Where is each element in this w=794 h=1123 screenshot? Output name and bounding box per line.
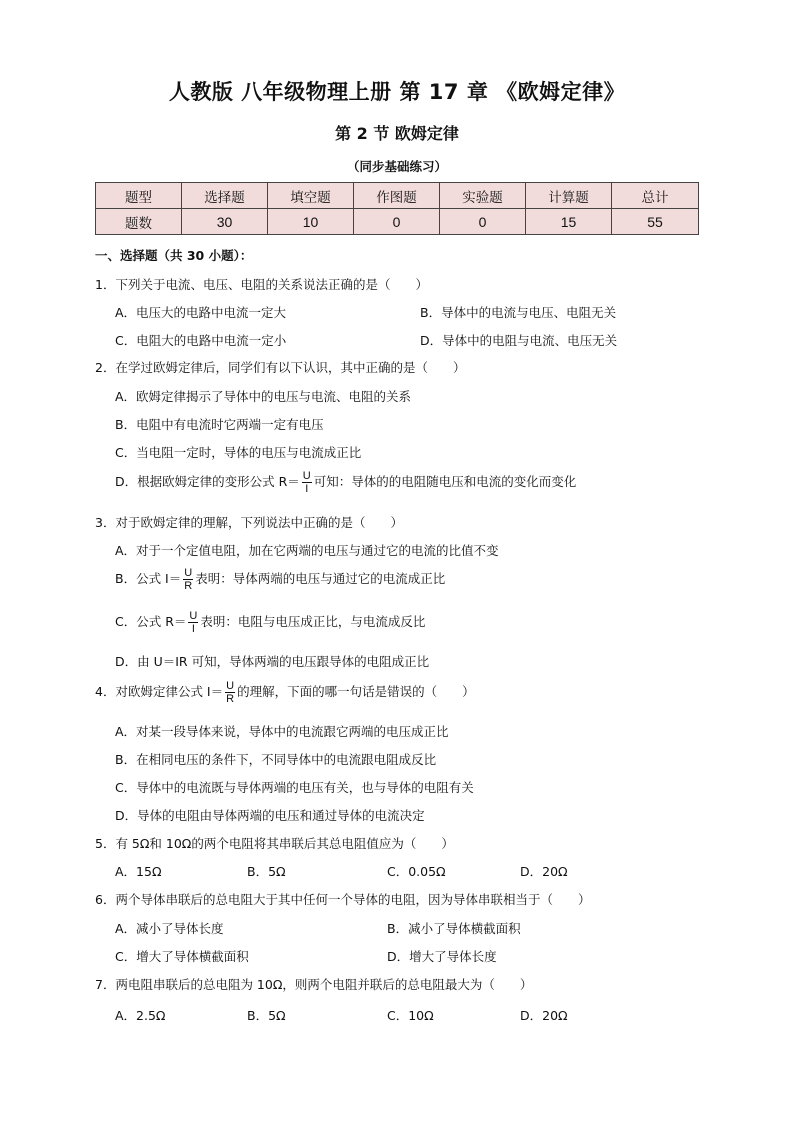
question-7-stem: 7．两电阻串联后的总电阻为 10Ω，则两个电阻并联后的总电阻最大为（ ） <box>95 977 533 992</box>
question-3-stem: 3．对于欧姆定律的理解，下列说法中正确的是（ ） <box>95 515 403 530</box>
fraction-numerator: U <box>302 470 311 482</box>
question-1-option-c: C．电阻大的电路中电流一定小 <box>115 333 287 348</box>
question-2-option-d-suffix: 可知：导体的的电阻随电压和电流的变化而变化 <box>313 474 577 489</box>
question-5-option-c: C．0.05Ω <box>387 864 446 879</box>
question-2-stem: 2．在学过欧姆定律后，同学们有以下认识，其中正确的是（ ） <box>95 360 466 375</box>
question-5-option-b: B．5Ω <box>247 864 286 879</box>
table-header-cell: 实验题 <box>440 183 526 209</box>
table-cell: 10 <box>268 209 354 235</box>
question-4-option-b: B．在相同电压的条件下，不同导体中的电流跟电阻成反比 <box>115 752 437 767</box>
question-2-option-d-prefix: D．根据欧姆定律的变形公式 R＝ <box>115 474 300 489</box>
fraction-u-over-r <box>225 680 235 705</box>
section-heading: 一、选择题（共 30 小题）： <box>95 248 253 263</box>
question-2-option-a: A．欧姆定律揭示了导体中的电压与电流、电阻的关系 <box>115 389 412 404</box>
question-1-option-a: A．电压大的电路中电流一定大 <box>115 305 287 320</box>
question-5-option-d: D．20Ω <box>520 864 568 879</box>
question-3-option-b <box>115 567 445 592</box>
question-6-stem: 6．两个导体串联后的总电阻大于其中任何一个导体的电阻，因为导体串联相当于（ ） <box>95 892 591 907</box>
question-1-option-b: B．导体中的电流与电压、电阻无关 <box>420 305 617 320</box>
fraction-denominator: R <box>226 693 235 705</box>
question-6-option-b: B．减小了导体横截面积 <box>387 921 521 936</box>
question-7-option-c: C．10Ω <box>387 1008 434 1023</box>
table-header-cell: 题型 <box>96 183 182 209</box>
table-cell: 0 <box>354 209 440 235</box>
question-stats-table <box>95 182 699 235</box>
question-5-stem: 5．有 5Ω和 10Ω的两个电阻将其串联后其总电阻值应为（ ） <box>95 836 454 851</box>
fraction-u-over-i <box>188 610 198 635</box>
question-2-option-d <box>115 470 576 495</box>
fraction-u-over-i <box>302 470 312 495</box>
fraction-numerator: U <box>226 680 235 692</box>
table-row <box>96 209 699 235</box>
question-2-option-b: B．电阻中有电流时它两端一定有电压 <box>115 417 324 432</box>
practice-label: （同步基础练习） <box>346 159 447 174</box>
table-header-cell: 总计 <box>612 183 699 209</box>
table-cell: 55 <box>612 209 699 235</box>
table-header-row <box>96 183 699 209</box>
fraction-numerator: U <box>184 567 193 579</box>
question-7-option-b: B．5Ω <box>247 1008 286 1023</box>
question-3-option-c-suffix: 表明：电阻与电压成正比，与电流成反比 <box>200 614 426 629</box>
question-6-option-c: C．增大了导体横截面积 <box>115 949 249 964</box>
fraction-denominator: R <box>184 580 193 592</box>
question-5-option-a: A．15Ω <box>115 864 162 879</box>
question-6-option-d: D．增大了导体长度 <box>387 949 497 964</box>
section-title: 第 2 节 欧姆定律 <box>335 124 459 143</box>
table-header-cell: 作图题 <box>354 183 440 209</box>
table-row-label: 题数 <box>96 209 182 235</box>
table-cell: 15 <box>526 209 612 235</box>
fraction-numerator: U <box>189 610 198 622</box>
page-title: 人教版 八年级物理上册 第 17 章 《欧姆定律》 <box>168 80 626 104</box>
question-4-stem-suffix: 的理解，下面的哪一句话是错误的（ ） <box>237 684 475 699</box>
question-3-option-b-prefix: B．公式 I＝ <box>115 571 182 586</box>
table-header-cell: 计算题 <box>526 183 612 209</box>
question-7-option-d: D．20Ω <box>520 1008 568 1023</box>
question-7-option-a: A．2.5Ω <box>115 1008 166 1023</box>
question-4-stem <box>95 680 475 705</box>
question-3-option-b-suffix: 表明：导体两端的电压与通过它的电流成正比 <box>195 571 446 586</box>
fraction-denominator: I <box>191 623 195 635</box>
question-4-stem-prefix: 4．对欧姆定律公式 I＝ <box>95 684 224 699</box>
question-2-option-c: C．当电阻一定时，导体的电压与电流成正比 <box>115 445 362 460</box>
question-6-option-a: A．减小了导体长度 <box>115 921 224 936</box>
fraction-denominator: I <box>305 483 309 495</box>
fraction-u-over-r <box>183 567 193 592</box>
question-3-option-c <box>115 610 425 635</box>
question-3-option-a: A．对于一个定值电阻，加在它两端的电压与通过它的电流的比值不变 <box>115 543 499 558</box>
question-1-option-d: D．导体中的电阻与电流、电压无关 <box>420 333 618 348</box>
table-cell: 30 <box>182 209 268 235</box>
table-header-cell: 填空题 <box>268 183 354 209</box>
question-3-option-d: D．由 U＝IR 可知，导体两端的电压跟导体的电阻成正比 <box>115 654 430 669</box>
question-4-option-a: A．对某一段导体来说，导体中的电流跟它两端的电压成正比 <box>115 724 449 739</box>
question-3-option-c-prefix: C．公式 R＝ <box>115 614 187 629</box>
question-4-option-d: D．导体的电阻由导体两端的电压和通过导体的电流决定 <box>115 808 425 823</box>
table-header-cell: 选择题 <box>182 183 268 209</box>
table-cell: 0 <box>440 209 526 235</box>
question-4-option-c: C．导体中的电流既与导体两端的电压有关，也与导体的电阻有关 <box>115 780 474 795</box>
question-1-stem: 1．下列关于电流、电压、电阻的关系说法正确的是（ ） <box>95 277 428 292</box>
